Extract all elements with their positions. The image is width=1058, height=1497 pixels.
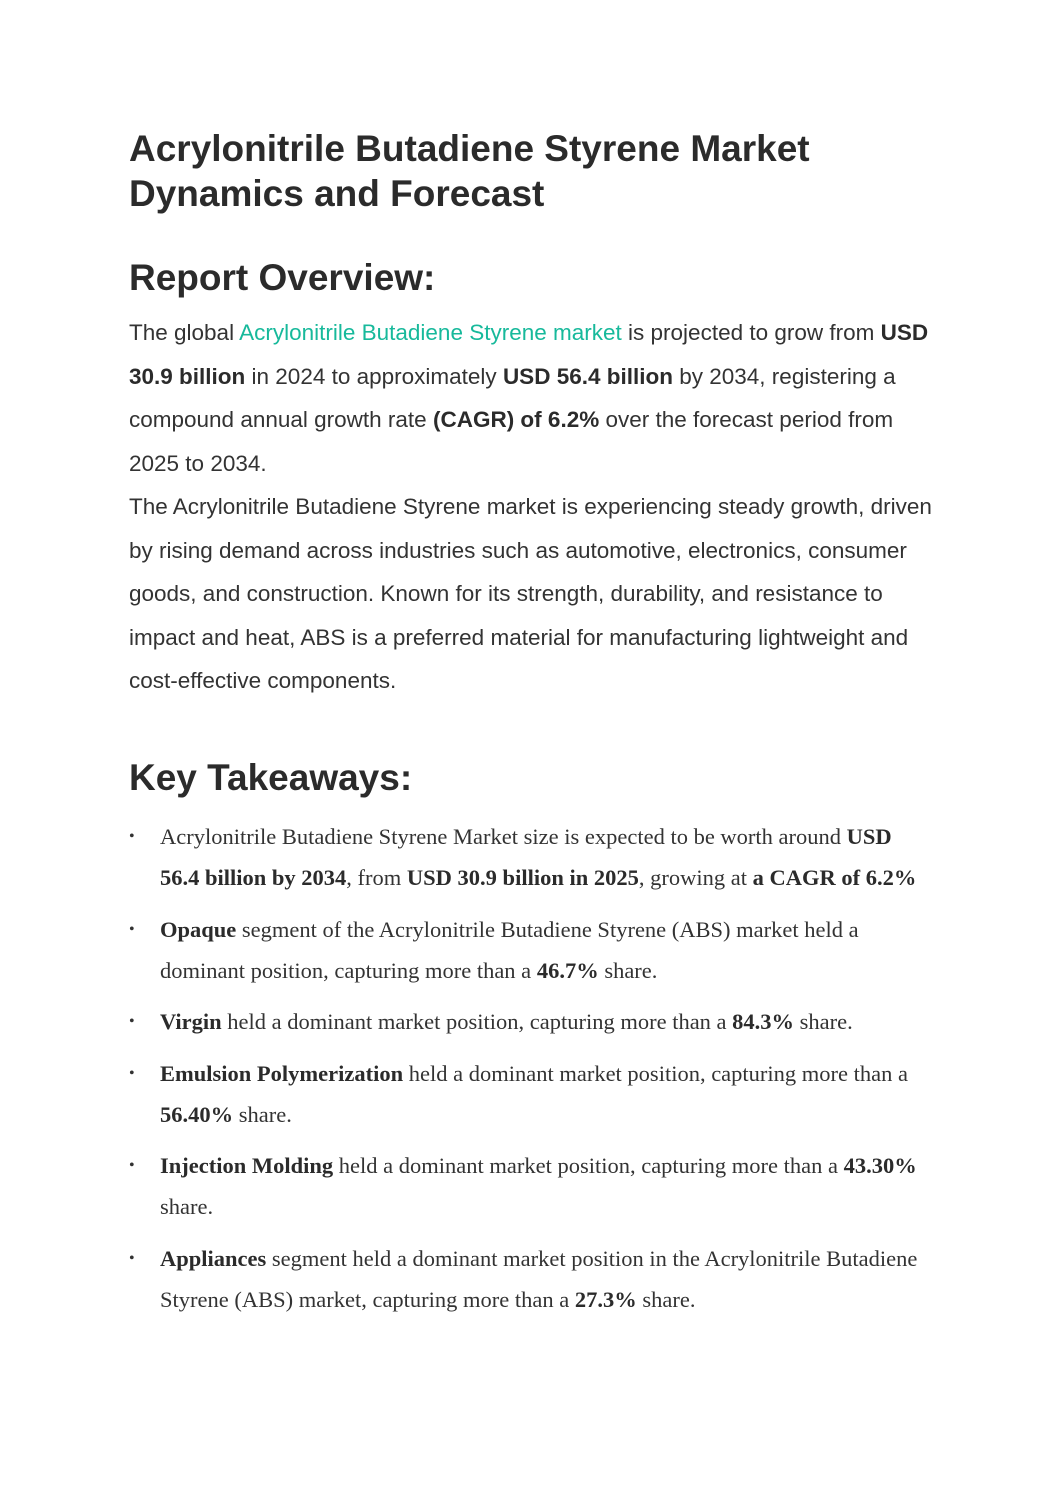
overview-paragraph-2: The Acrylonitrile Butadiene Styrene market is experiencing steady growth, driven by rising demand across industries such as automotive, electronics, consumer goods, and construction. Known for its strength, durability, and resistance to impact and heat, ABS is a preferred material for manufacturing lightweight and cost-effective components.: [129, 494, 932, 693]
item-text: share.: [636, 1286, 696, 1312]
item-bold: Injection Molding: [160, 1153, 334, 1178]
item-bold: 84.3%: [732, 1009, 795, 1034]
item-bold: Virgin: [160, 1009, 222, 1034]
bullet-icon: •: [129, 920, 135, 938]
bullet-icon: •: [129, 1249, 135, 1267]
item-bold: Appliances: [160, 1245, 267, 1271]
item-bold: 56.40%: [160, 1101, 234, 1127]
item-text: held a dominant market position, capturing more than a: [333, 1153, 844, 1178]
key-takeaways-heading: Key Takeaways:: [129, 757, 413, 798]
list-item: [129, 909, 919, 991]
item-text: share.: [794, 1009, 853, 1034]
bullet-icon: •: [129, 828, 135, 845]
document-title: Acrylonitrile Butadiene Styrene Market Dynamics and Forecast: [129, 128, 810, 214]
market-link[interactable]: Acrylonitrile Butadiene Styrene market: [239, 320, 622, 345]
bullet-icon: •: [129, 1013, 135, 1030]
list-item: [129, 1001, 919, 1042]
item-text: share.: [160, 1194, 214, 1219]
overview-paragraph-1: [129, 311, 939, 485]
report-overview-heading: Report Overview:: [129, 257, 436, 298]
item-bold: 27.3%: [574, 1286, 637, 1312]
item-text: share.: [233, 1101, 292, 1127]
list-item: [129, 816, 919, 898]
bullet-icon: •: [129, 1064, 135, 1082]
list-item: [129, 1238, 919, 1320]
item-text: Acrylonitrile Butadiene Styrene Market size is expected to be worth around: [160, 824, 847, 849]
item-text: held a dominant market position, capturing more than a: [221, 1009, 733, 1034]
key-takeaways-list: [129, 816, 919, 1330]
item-text: , from: [346, 865, 407, 890]
report-overview-body: [129, 311, 939, 703]
item-bold: a CAGR of 6.2%: [752, 865, 917, 890]
item-text: held a dominant market position, capturing more than a: [403, 1060, 908, 1086]
bullet-icon: •: [129, 1157, 135, 1174]
item-bold: USD 56.4 billion by 2034: [160, 824, 892, 890]
item-bold: USD 30.9 billion in 2025: [406, 865, 639, 890]
overview-text: The global: [129, 320, 240, 345]
overview-text: by 2034, registering a compound annual growth rate: [129, 363, 896, 432]
item-text: segment held a dominant market position in the Acrylonitrile Butadiene Styrene (ABS) market, capturing more than a: [160, 1245, 918, 1312]
overview-bold: USD 30.9 billion: [129, 320, 929, 389]
item-text: , growing at: [638, 865, 753, 890]
item-bold: 46.7%: [536, 957, 599, 983]
list-item: [129, 1053, 919, 1135]
item-bold: Opaque: [160, 916, 237, 942]
item-text: share.: [598, 957, 658, 983]
overview-text: in 2024 to approximately: [245, 363, 503, 389]
overview-bold: USD 56.4 billion: [502, 363, 673, 389]
overview-text: over the forecast period from 2025 to 2034.: [129, 407, 894, 476]
overview-text: is projected to grow from: [621, 320, 881, 345]
item-text: segment of the Acrylonitrile Butadiene Styrene (ABS) market held a dominant position, capturing more than a: [160, 916, 859, 983]
list-item: [129, 1145, 919, 1227]
item-bold: Emulsion Polymerization: [160, 1060, 404, 1086]
overview-bold: (CAGR) of 6.2%: [432, 407, 600, 432]
item-bold: 43.30%: [843, 1153, 917, 1178]
